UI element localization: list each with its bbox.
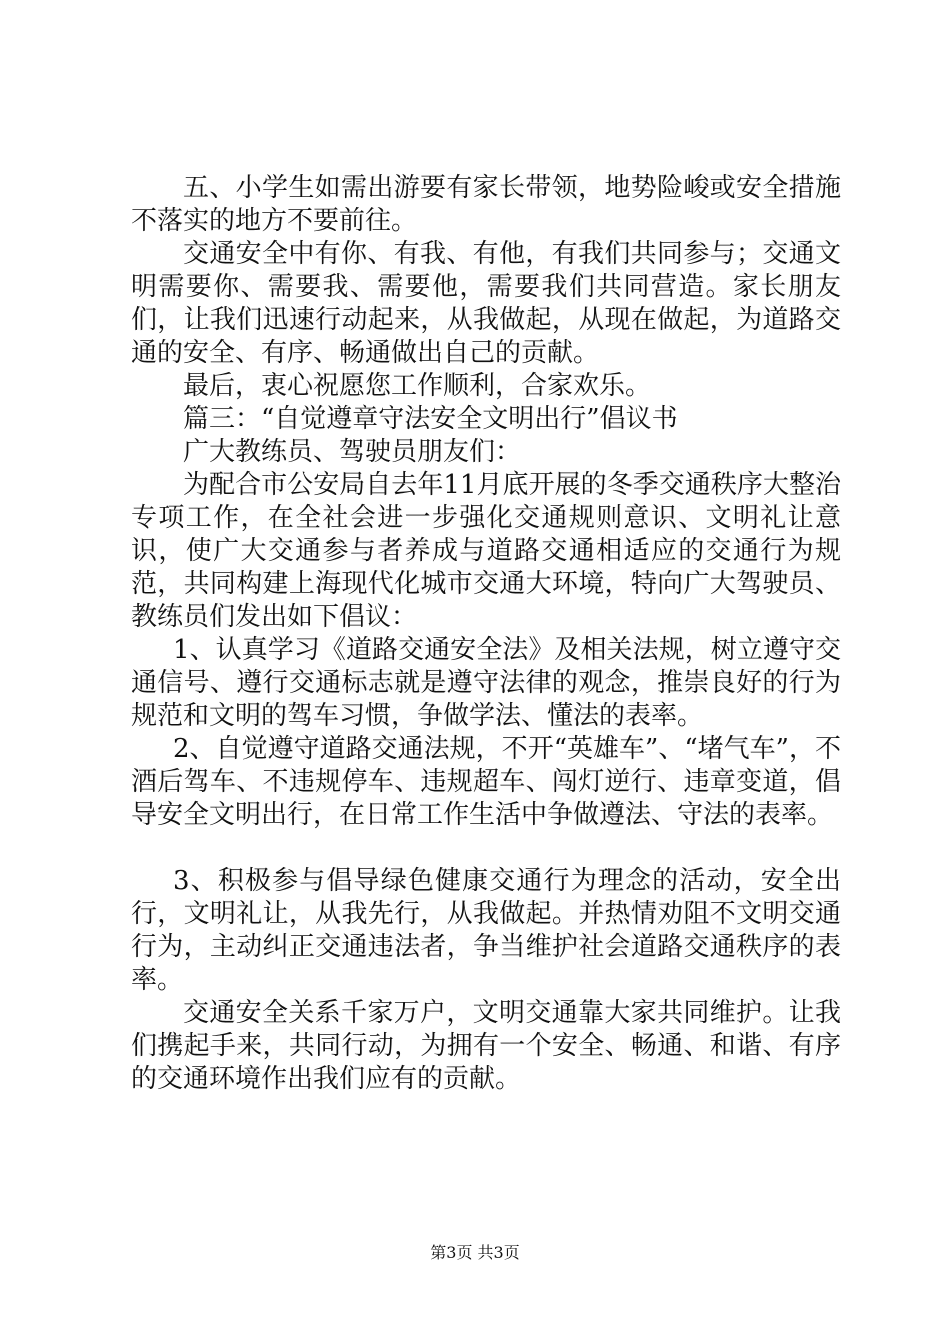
proposal-item-1: 1、认真学习《道路交通安全法》及相关法规，树立遵守交通信号、遵行交通标志就是遵守法律的观念，推崇良好的行为规范和文明的驾车习惯，争做学法、懂法的表率。 [131, 635, 841, 731]
section-title-part-three: 篇三：“自觉遵章守法安全文明出行”倡议书 [183, 404, 678, 434]
paragraph-traffic-safety-call: 交通安全中有你、有我、有他，有我们共同参与；交通文明需要你、需要我、需要他，需要我们共同营造。家长朋友们，让我们迅速行动起来，从我做起，从现在做起，为道路交通的安全、有序、畅通做出自己的贡献。 [131, 239, 841, 368]
salutation: 广大教练员、驾驶员朋友们： [183, 437, 522, 467]
paragraph-conclusion: 交通安全关系千家万户，文明交通靠大家共同维护。让我们携起手来，共同行动，为拥有一个安全、畅通、和谐、有序的交通环境作出我们应有的贡献。 [131, 998, 841, 1094]
proposal-item-2: 2、自觉遵守道路交通法规，不开“英雄车”、“堵气车”，不酒后驾车、不违规停车、违规超车、闯灯逆行、违章变道，倡导安全文明出行，在日常工作生活中争做遵法、守法的表率。 [131, 734, 841, 830]
proposal-item-3: 3、积极参与倡导绿色健康交通行为理念的活动，安全出行，文明礼让，从我先行，从我做起。并热情劝阻不文明交通行为，主动纠正交通违法者，争当维护社会道路交通秩序的表率。 [131, 866, 841, 995]
page-number-footer: 第3页 共3页 [430, 1243, 520, 1262]
paragraph-closing-wishes: 最后，衷心祝愿您工作顺利，合家欢乐。 [183, 371, 652, 401]
paragraph-item-five: 五、小学生如需出游要有家长带领，地势险峻或安全措施不落实的地方不要前往。 [131, 173, 841, 236]
paragraph-intro: 为配合市公安局自去年11月底开展的冬季交通秩序大整治专项工作，在全社会进一步强化交通规则意识、文明礼让意识，使广大交通参与者养成与道路交通相适应的交通行为规范，共同构建上海现代化城市交通大环境，特向广大驾驶员、教练员们发出如下倡议： [131, 470, 841, 632]
blank-line [131, 832, 841, 865]
document-body [131, 172, 841, 1096]
